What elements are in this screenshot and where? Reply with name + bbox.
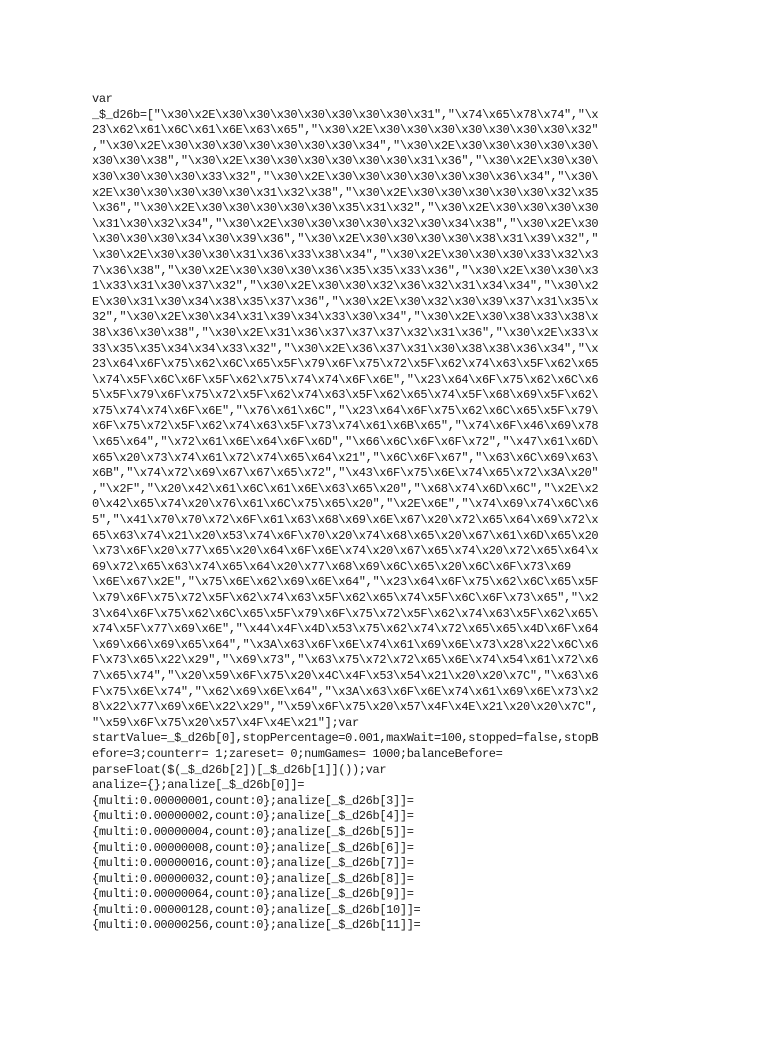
code-line: {multi:0.00000001,count:0};analize[_$_d26b[3]]= bbox=[92, 793, 414, 808]
code-line: F\x75\x6E\x74","\x62\x69\x6E\x64","\x3A\x63\x6F\x6E\x74\x61\x69\x6E\x73\x2 bbox=[92, 684, 599, 699]
code-line: startValue=_$_d26b[0],stopPercentage=0.001,maxWait=100,stopped=false,stopB bbox=[92, 731, 599, 746]
code-line: 5","\x41\x70\x70\x72\x6F\x61\x63\x68\x69\x6E\x67\x20\x72\x65\x64\x69\x72\x bbox=[92, 513, 599, 528]
code-line bbox=[92, 1028, 680, 1043]
code-line: efore=3;counterr= 1;zareset= 0;numGames= 1000;balanceBefore= bbox=[92, 746, 503, 761]
code-line: {multi:0.00000004,count:0};analize[_$_d26b[5]]= bbox=[92, 824, 414, 839]
code-line: 7\x65\x74","\x20\x59\x6F\x75\x20\x4C\x4F\x53\x54\x21\x20\x20\x7C","\x63\x6 bbox=[92, 668, 599, 683]
code-line: \x73\x6F\x20\x77\x65\x20\x64\x6F\x6E\x74\x20\x67\x65\x74\x20\x72\x65\x64\x bbox=[92, 544, 599, 559]
code-line: {multi:0.00000008,count:0};analize[_$_d26b[6]]= bbox=[92, 840, 414, 855]
code-line: x65\x20\x73\x74\x61\x72\x74\x65\x64\x21","\x6C\x6F\x67","\x63\x6C\x69\x63\ bbox=[92, 450, 599, 465]
code-line: var bbox=[92, 92, 113, 106]
code-line: 0\x42\x65\x74\x20\x76\x61\x6C\x75\x65\x20","\x2E\x6E","\x74\x69\x74\x6C\x6 bbox=[92, 497, 599, 512]
code-line: parseFloat($(_$_d26b[2])[_$_d26b[1]]());var bbox=[92, 762, 387, 777]
code-line: 7\x36\x38","\x30\x2E\x30\x30\x30\x36\x35\x35\x33\x36","\x30\x2E\x30\x30\x3 bbox=[92, 263, 599, 278]
code-line bbox=[92, 1012, 680, 1028]
code-line: \x30\x2E\x30\x30\x30\x31\x36\x33\x38\x34","\x30\x2E\x30\x30\x30\x33\x32\x3 bbox=[92, 247, 599, 262]
code-line: \x69\x66\x69\x65\x64","\x3A\x63\x6F\x6E\x74\x61\x69\x6E\x73\x28\x22\x6C\x6 bbox=[92, 637, 599, 652]
code-line: _$_d26b=["\x30\x2E\x30\x30\x30\x30\x30\x30\x30\x31","\x74\x65\x78\x74","\x bbox=[92, 107, 599, 122]
code-line: x75\x74\x74\x6F\x6E","\x76\x61\x6C","\x23\x64\x6F\x75\x62\x6C\x65\x5F\x79\ bbox=[92, 403, 599, 418]
code-line: 23\x62\x61\x6C\x61\x6E\x63\x65","\x30\x2E\x30\x30\x30\x30\x30\x30\x30\x32" bbox=[92, 123, 599, 138]
code-line: {multi:0.00000016,count:0};analize[_$_d26b[7]]= bbox=[92, 856, 414, 871]
code-line: 1\x33\x31\x30\x37\x32","\x30\x2E\x30\x30\x32\x36\x32\x31\x34\x34","\x30\x2 bbox=[92, 279, 599, 294]
code-line: x6B","\x74\x72\x69\x67\x67\x65\x72","\x43\x6F\x75\x6E\x74\x65\x72\x3A\x20" bbox=[92, 466, 599, 481]
code-line: {multi:0.00000128,count:0};analize[_$_d26b[10]]= bbox=[92, 902, 421, 917]
code-line: {multi:0.00000064,count:0};analize[_$_d26b[9]]= bbox=[92, 887, 414, 902]
code-line: 5\x5F\x79\x6F\x75\x72\x5F\x62\x74\x63\x5F\x62\x65\x74\x5F\x68\x69\x5F\x62\ bbox=[92, 388, 599, 403]
code-line: \x79\x6F\x75\x72\x5F\x62\x74\x63\x5F\x62\x65\x74\x5F\x6C\x6F\x73\x65","\x2 bbox=[92, 591, 599, 605]
code-line: \x30\x30\x30\x34\x30\x39\x36","\x30\x2E\x30\x30\x30\x30\x38\x31\x39\x32"," bbox=[92, 232, 599, 247]
code-line: 8\x22\x77\x69\x6E\x22\x29","\x59\x6F\x75\x20\x57\x4F\x4E\x21\x20\x20\x7C", bbox=[92, 700, 599, 715]
code-line bbox=[92, 950, 680, 966]
code-line bbox=[92, 996, 680, 1012]
code-line: 32","\x30\x2E\x30\x34\x31\x39\x34\x33\x30\x34","\x30\x2E\x30\x38\x33\x38\x bbox=[92, 310, 599, 325]
code-line: 69\x72\x65\x63\x74\x65\x64\x20\x77\x68\x69\x6C\x65\x20\x6C\x6F\x73\x69 bbox=[92, 559, 571, 574]
code-line: E\x30\x31\x30\x34\x38\x35\x37\x36","\x30\x2E\x30\x32\x30\x39\x37\x31\x35\x bbox=[92, 294, 599, 309]
code-line: 3\x64\x6F\x75\x62\x6C\x65\x5F\x79\x6F\x75\x72\x5F\x62\x74\x63\x5F\x62\x65\ bbox=[92, 606, 599, 621]
code-line: F\x73\x65\x22\x29","\x69\x73","\x63\x75\x72\x72\x65\x6E\x74\x54\x61\x72\x6 bbox=[92, 653, 599, 668]
code-line: 38\x36\x30\x38","\x30\x2E\x31\x36\x37\x37\x37\x32\x31\x36","\x30\x2E\x33\x bbox=[92, 325, 599, 340]
code-line: 65\x63\x74\x21\x20\x53\x74\x6F\x70\x20\x74\x68\x65\x20\x67\x61\x6D\x65\x20 bbox=[92, 528, 599, 543]
code-line: \x36","\x30\x2E\x30\x30\x30\x30\x30\x35\x31\x32","\x30\x2E\x30\x30\x30\x30 bbox=[92, 201, 599, 216]
code-line: analize={};analize[_$_d26b[0]]= bbox=[92, 778, 305, 793]
code-document bbox=[92, 92, 680, 1043]
code-line: x6F\x75\x72\x5F\x62\x74\x63\x5F\x73\x74\x61\x6B\x65","\x74\x6F\x46\x69\x78 bbox=[92, 419, 599, 434]
code-line: \x74\x5F\x6C\x6F\x5F\x62\x75\x74\x74\x6F\x6E","\x23\x64\x6F\x75\x62\x6C\x6 bbox=[92, 372, 599, 387]
code-line: \x65\x64","\x72\x61\x6E\x64\x6F\x6D","\x66\x6C\x6F\x6F\x72","\x47\x61\x6D\ bbox=[92, 435, 599, 450]
code-line bbox=[92, 965, 680, 981]
code-line: x2E\x30\x30\x30\x30\x30\x31\x32\x38","\x30\x2E\x30\x30\x30\x30\x30\x32\x35 bbox=[92, 185, 599, 200]
code-line: {multi:0.00000002,count:0};analize[_$_d26b[4]]= bbox=[92, 809, 414, 824]
code-line: \x31\x30\x32\x34","\x30\x2E\x30\x30\x30\x30\x32\x30\x34\x38","\x30\x2E\x30 bbox=[92, 216, 599, 231]
code-line: ,"\x2F","\x20\x42\x61\x6C\x61\x6E\x63\x65\x20","\x68\x74\x6D\x6C","\x2E\x2 bbox=[92, 481, 599, 496]
code-line: "\x59\x6F\x75\x20\x57\x4F\x4E\x21"];var bbox=[92, 715, 359, 730]
code-line bbox=[92, 934, 680, 950]
code-line: {multi:0.00000256,count:0};analize[_$_d26b[11]]= bbox=[92, 918, 421, 933]
code-line: x74\x5F\x77\x69\x6E","\x44\x4F\x4D\x53\x75\x62\x74\x72\x65\x65\x4D\x6F\x64 bbox=[92, 622, 599, 637]
code-line: 33\x35\x35\x34\x34\x33\x32","\x30\x2E\x36\x37\x31\x30\x38\x38\x36\x34","\x bbox=[92, 341, 599, 356]
code-line: x30\x30\x38","\x30\x2E\x30\x30\x30\x30\x30\x30\x31\x36","\x30\x2E\x30\x30\ bbox=[92, 154, 599, 169]
code-line: x30\x30\x30\x30\x33\x32","\x30\x2E\x30\x30\x30\x30\x30\x30\x36\x34","\x30\ bbox=[92, 169, 599, 184]
code-line: 23\x64\x6F\x75\x62\x6C\x65\x5F\x79\x6F\x75\x72\x5F\x62\x74\x63\x5F\x62\x65 bbox=[92, 357, 599, 372]
code-line: \x6E\x67\x2E","\x75\x6E\x62\x69\x6E\x64","\x23\x64\x6F\x75\x62\x6C\x65\x5F bbox=[92, 575, 599, 590]
code-line bbox=[92, 981, 680, 997]
code-line: ,"\x30\x2E\x30\x30\x30\x30\x30\x30\x30\x34","\x30\x2E\x30\x30\x30\x30\x30\ bbox=[92, 138, 599, 153]
code-line: {multi:0.00000032,count:0};analize[_$_d26b[8]]= bbox=[92, 871, 414, 886]
